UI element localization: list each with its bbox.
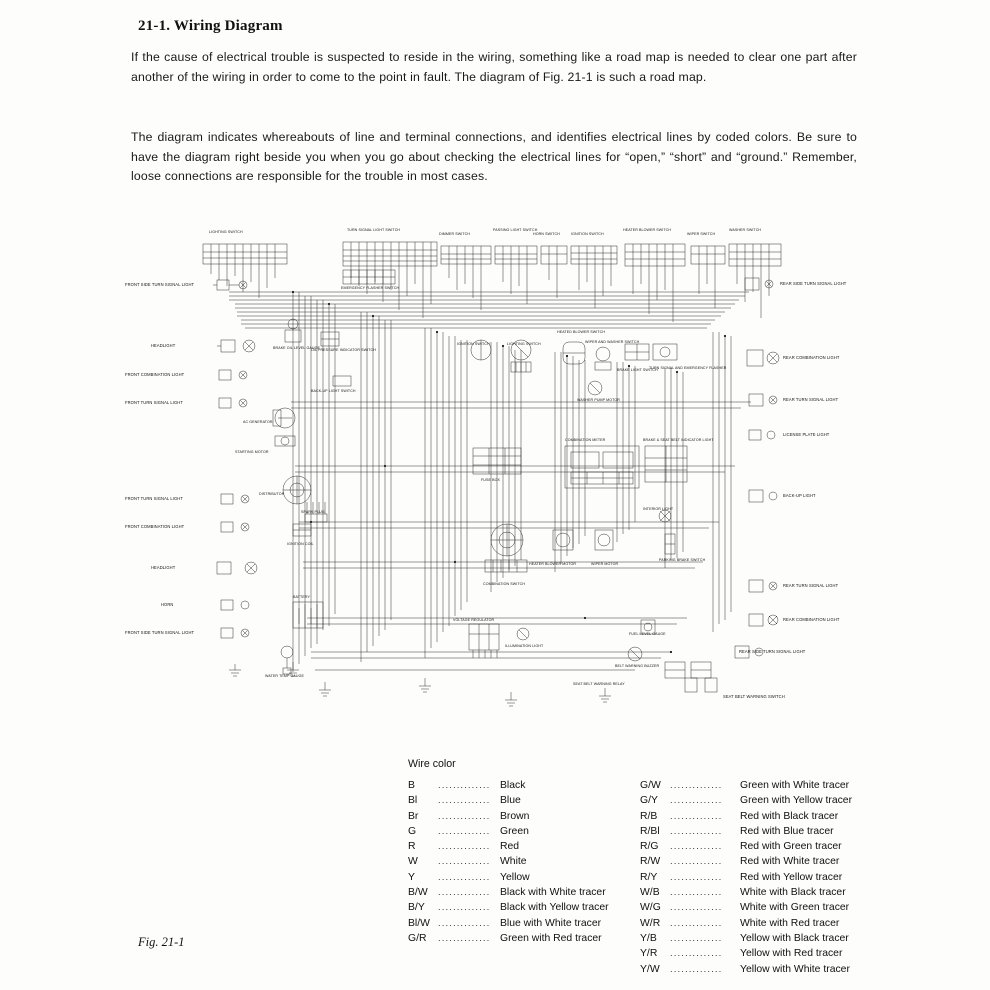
legend-row <box>640 795 870 810</box>
label-ignition-switch-top: IGNITION SWITCH <box>571 232 604 236</box>
legend-row <box>408 872 648 887</box>
label-brake-light-switch: BRAKE LIGHT SWITCH <box>617 368 658 372</box>
legend-dots: .............. <box>670 825 723 837</box>
label-rear-turn-signal-light-2: REAR TURN SIGNAL LIGHT <box>783 583 839 588</box>
legend-column-left <box>408 780 648 948</box>
legend-code: G/W <box>640 780 661 791</box>
legend-row <box>408 841 648 856</box>
label-fuel-level-gauge: FUEL LEVEL GAUGE <box>629 632 666 636</box>
legend-row <box>640 872 870 887</box>
legend-color-name: Black <box>500 780 526 791</box>
label-front-side-turn-signal-light-2: FRONT SIDE TURN SIGNAL LIGHT <box>125 630 195 635</box>
legend-code: G/Y <box>640 795 658 807</box>
label-brake-seat-belt-indicator: BRAKE & SEAT BELT INDICATOR LIGHT <box>643 438 714 442</box>
legend-row <box>408 780 648 795</box>
legend-color-name: Yellow <box>500 871 530 883</box>
label-wiper-washer-switch: WIPER AND WASHER SWITCH <box>585 340 640 344</box>
legend-code: B/W <box>408 887 428 899</box>
legend-color-name: White <box>500 856 527 868</box>
label-rear-side-turn-signal-light-1: REAR SIDE TURN SIGNAL LIGHT <box>780 281 847 286</box>
legend-color-name: Brown <box>500 810 530 822</box>
label-distributor: DISTRIBUTOR <box>259 492 285 496</box>
main-harness-lines <box>229 292 749 328</box>
label-fuse-box: FUSE BOX <box>481 478 500 482</box>
paragraph-colors: The diagram indicates whereabouts of line and terminal connections, and identifies electrical lines by coded colors. Be sure to have the diagram right beside you when you go about checking the electrical lines for “open,” “short” and “ground.” Remember, loose connections are responsible for the trouble in most cases. <box>131 130 857 183</box>
legend-row <box>640 841 870 856</box>
legend-color-name: Green with White tracer <box>740 780 850 791</box>
legend-code: R/B <box>640 810 658 822</box>
legend-color-name: Red with Yellow tracer <box>740 871 843 883</box>
legend-code: Y/R <box>640 948 658 960</box>
legend-dots: .............. <box>670 795 723 807</box>
label-seat-belt-warning-relay: SEAT BELT WARNING RELAY <box>573 682 625 686</box>
legend-color-name: Green <box>500 825 529 837</box>
legend-row <box>640 902 870 917</box>
legend-code: W/G <box>640 902 661 914</box>
legend-color-name: Blue with White tracer <box>500 917 602 929</box>
label-voltage-regulator: VOLTAGE REGULATOR <box>453 618 495 622</box>
legend-dots: .............. <box>438 780 491 791</box>
legend-row <box>640 780 870 795</box>
label-ac-generator: AC GENERATOR <box>243 420 273 424</box>
label-washer-pump-motor: WASHER PUMP MOTOR <box>577 398 620 402</box>
legend-dots: .............. <box>670 856 723 868</box>
legend-dots: .............. <box>670 932 723 944</box>
label-license-plate-light: LICENSE PLATE LIGHT <box>783 432 830 437</box>
wiring-diagram-svg <box>125 222 865 732</box>
left-connectors <box>213 280 239 638</box>
legend-row <box>408 918 648 933</box>
legend-row <box>640 918 870 933</box>
label-spark-plug: SPARK PLUG <box>301 510 325 514</box>
label-rear-side-turn-signal-light-2: REAR SIDE TURN SIGNAL LIGHT <box>739 649 806 654</box>
legend-code: Br <box>408 810 419 822</box>
label-front-side-turn-signal-light-1: FRONT SIDE TURN SIGNAL LIGHT <box>125 282 195 287</box>
legend-column-right <box>640 780 870 979</box>
label-turn-signal-light-switch: TURN SIGNAL LIGHT SWITCH <box>347 228 401 232</box>
legend-color-name: White with Green tracer <box>740 902 850 914</box>
legend-dots: .............. <box>438 917 491 929</box>
right-connectors <box>685 278 763 692</box>
figure-caption: Fig. 21-1 <box>138 935 185 949</box>
switch-row-stubs <box>211 264 769 322</box>
label-heater-blower-motor: HEATER BLOWER MOTOR <box>529 562 577 566</box>
label-emergency-flasher-switch: EMERGENCY FLASHER SWITCH <box>341 286 400 290</box>
legend-row <box>640 856 870 871</box>
legend-row <box>408 826 648 841</box>
paragraph-intro: If the cause of electrical trouble is suspected to reside in the wiring, something like a road map is needed to clear one part after another of the wiring in order to come to the point in fault. The diagram of Fig. 21-1 is such a road map. <box>131 50 857 84</box>
legend-dots: .............. <box>670 948 723 960</box>
legend-row <box>640 887 870 902</box>
legend-color-name: White with Red tracer <box>740 917 840 929</box>
legend-dots: .............. <box>670 902 723 914</box>
label-combination-meter: COMBINATION METER <box>565 438 606 442</box>
label-combination-switch: COMBINATION SWITCH <box>483 582 526 586</box>
legend-color-name: Black with White tracer <box>500 887 606 899</box>
page-title: 21-1. Wiring Diagram <box>138 18 283 34</box>
label-battery: BATTERY <box>293 595 310 599</box>
legend-heading: Wire color <box>408 758 456 770</box>
legend-color-name: Green with Yellow tracer <box>740 795 853 807</box>
legend-row <box>408 856 648 871</box>
switch-block-row <box>203 242 781 266</box>
legend-dots: .............. <box>670 780 723 791</box>
label-lighting-switch-center: LIGHTING SWITCH <box>507 342 541 346</box>
label-ignition-switch: IGNITION SWITCH <box>457 342 490 346</box>
label-front-combination-light-1: FRONT COMBINATION LIGHT <box>125 372 185 377</box>
label-heater-blower-switch-top: HEATER BLOWER SWITCH <box>623 228 672 232</box>
legend-code: W/R <box>640 917 661 929</box>
legend-code: Bl <box>408 795 418 807</box>
legend-dots: .............. <box>670 963 723 975</box>
label-back-up-light: BACK-UP LIGHT <box>783 493 816 498</box>
legend-color-name: Yellow with Red tracer <box>740 948 843 960</box>
label-ignition-coil: IGNITION COIL <box>287 542 314 546</box>
label-brake-oil-level-gauge: BRAKE OIL LEVEL GAUGE <box>273 346 320 350</box>
legend-color-name: Red with Blue tracer <box>740 825 834 837</box>
legend-color-name: Red <box>500 841 520 853</box>
legend-dots: .............. <box>670 887 723 899</box>
legend-dots: .............. <box>438 887 491 899</box>
legend-row <box>408 902 648 917</box>
legend-code: Y <box>408 871 415 883</box>
label-turn-signal-flasher: TURN SIGNAL AND EMERGENCY FLASHER <box>649 366 727 370</box>
label-rear-combination-light-1: REAR COMBINATION LIGHT <box>783 355 840 360</box>
legend-code: R/W <box>640 856 661 868</box>
label-back-up-light-switch: BACK-UP LIGHT SWITCH <box>311 389 356 393</box>
legend-code: R/G <box>640 841 659 853</box>
label-headlight-1: HEADLIGHT <box>151 343 176 348</box>
label-interior-light: INTERIOR LIGHT <box>643 507 674 511</box>
label-lighting-switch: LIGHTING SWITCH <box>209 230 243 234</box>
label-rear-combination-light-2: REAR COMBINATION LIGHT <box>783 617 840 622</box>
legend-code: W/B <box>640 887 660 899</box>
legend-dots: .............. <box>438 932 491 944</box>
label-rear-turn-signal-light-1: REAR TURN SIGNAL LIGHT <box>783 397 839 402</box>
label-illumination-light: ILLUMINATION LIGHT <box>505 644 544 648</box>
legend-dots: .............. <box>670 841 723 853</box>
legend-color-name: Red with White tracer <box>740 856 840 868</box>
legend-row <box>408 887 648 902</box>
legend-color-name: Red with Black tracer <box>740 810 839 822</box>
legend-code: Bl/W <box>408 917 430 929</box>
label-wiper-switch: WIPER SWITCH <box>687 232 716 236</box>
label-dimmer-switch: DIMMER SWITCH <box>439 232 471 236</box>
legend-dots: .............. <box>438 902 491 914</box>
legend-row <box>640 933 870 948</box>
legend-row <box>408 811 648 826</box>
label-starting-motor: STARTING MOTOR <box>235 450 269 454</box>
legend-row <box>640 948 870 963</box>
legend-code: Y/B <box>640 932 657 944</box>
legend-code: R <box>408 841 416 853</box>
label-front-turn-signal-light-2: FRONT TURN SIGNAL LIGHT <box>125 496 183 501</box>
emergency-flasher-switch <box>343 270 395 284</box>
legend-color-name: White with Black tracer <box>740 887 846 899</box>
legend-color-name: Green with Red tracer <box>500 932 602 944</box>
legend-dots: .............. <box>438 841 491 853</box>
legend-code: R/Bl <box>640 825 660 837</box>
label-parking-brake-switch: PARKING BRAKE SWITCH <box>659 558 706 562</box>
legend-row <box>640 964 870 979</box>
legend-row <box>408 795 648 810</box>
label-oil-pressure-switch: OIL PRESSURE INDICATOR SWITCH <box>311 348 376 352</box>
legend-code: R/Y <box>640 871 658 883</box>
wiring-diagram-figure <box>125 222 865 732</box>
legend-color-name: Blue <box>500 795 521 807</box>
legend-dots: .............. <box>438 825 491 837</box>
legend-row <box>640 826 870 841</box>
label-front-combination-light-2: FRONT COMBINATION LIGHT <box>125 524 185 529</box>
legend-dots: .............. <box>670 917 723 929</box>
label-wiper-motor: WIPER MOTOR <box>591 562 619 566</box>
left-lamp-symbols <box>239 281 257 637</box>
legend-color-name: Red with Green tracer <box>740 841 842 853</box>
label-water-temp-gauge: WATER TEMP GAUGE <box>265 674 305 678</box>
legend-dots: .............. <box>438 856 491 868</box>
label-horn-switch: HORN SWITCH <box>533 232 560 236</box>
legend-dots: .............. <box>670 810 723 822</box>
legend-code: G/R <box>408 932 427 944</box>
label-front-turn-signal-light-1: FRONT TURN SIGNAL LIGHT <box>125 400 183 405</box>
legend-color-name: Black with Yellow tracer <box>500 902 609 914</box>
legend-code: G <box>408 825 417 837</box>
legend-dots: .............. <box>670 871 723 883</box>
legend-code: Y/W <box>640 963 660 975</box>
ground-symbols <box>229 662 611 706</box>
label-horn: HORN <box>161 602 174 607</box>
label-headlight-2: HEADLIGHT <box>151 565 176 570</box>
legend-row <box>408 933 648 948</box>
legend-dots: .............. <box>438 871 491 883</box>
legend-color-name: Yellow with White tracer <box>740 963 850 975</box>
right-lamp-symbols <box>755 280 779 656</box>
legend-dots: .............. <box>438 795 491 807</box>
label-passing-light-switch: PASSING LIGHT SWITCH <box>493 228 538 232</box>
legend-code: B <box>408 780 415 791</box>
legend-code: B/Y <box>408 902 425 914</box>
legend-color-name: Yellow with Black tracer <box>740 932 849 944</box>
label-belt-warning-buzzer: BELT WARNING BUZZER <box>615 664 660 668</box>
label-seat-belt-warning-switch: SEAT BELT WARNING SWITCH <box>723 694 785 699</box>
legend-row <box>640 811 870 826</box>
label-washer-switch: WASHER SWITCH <box>729 228 762 232</box>
legend-dots: .............. <box>438 810 491 822</box>
label-heated-blower-switch: HEATED BLOWER SWITCH <box>557 330 606 334</box>
legend-code: W <box>408 856 418 868</box>
